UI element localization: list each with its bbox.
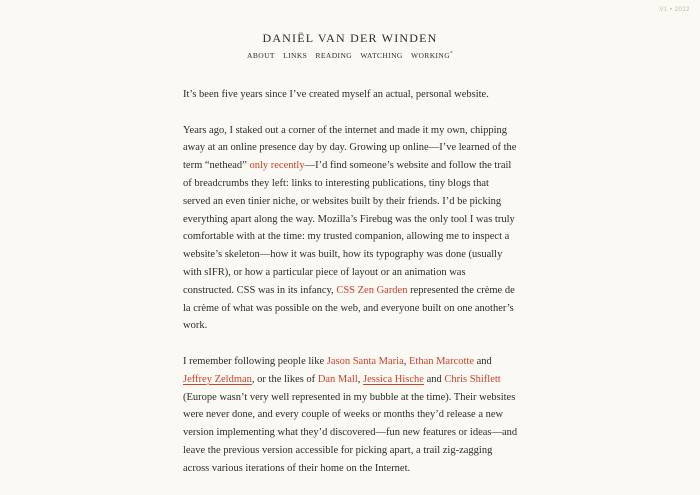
paragraph-people-text-2: (Europe wasn’t very well represented in my bubble at the time). Their websites were never done, and every couple of weeks or months they’d release a new version implementing what they’d discovered—fun new features or ideas—and leave the previous version accessible for picking apart, a trail zig-zagging across various iterations of their home on the Internet. [183,391,518,474]
version-label: V1 • 2022 [659,7,690,13]
nav-reading[interactable]: READING [315,50,353,60]
paragraph-history-text-2: —I’d find someone’s website and follow the trail of breadcrumbs they left: links to interesting publications, tiny blogs that served an even tinier niche, or websites built by their friends. I’d be picking everything apart along the way. Mozilla’s Firebug was the only tool I was truly comfortable with at the time: my trusted companion, allowing me to inspect a website’s skeleton—how it was built, how its typography was done (usually with sIFR), or how a particular piece of layout or an animation was constructed. CSS was in its infancy, [183,160,515,296]
link-jason-santa-maria[interactable]: Jason Santa Maria [326,355,404,367]
paragraph-intro: It’s been five years since I’ve created myself an actual, personal website. [183,89,489,100]
separator: and [423,373,445,385]
link-ethan-marcotte[interactable]: Ethan Marcotte [408,355,474,367]
link-only-recently[interactable]: only recently [249,160,305,172]
paragraph-history-text-1: Years ago, I staked out a corner of the internet and made it my own, chipping away at an online presence day by day. Growing up online—I’ve learned of the term “nethead” [183,124,517,172]
paragraph-history-text-3: represented the crème de la crème of what was possible on the web, and everyone built on one another’s work. [183,284,515,332]
link-chris-shiflett[interactable]: Chris Shiflett [444,373,501,385]
link-jessica-hische[interactable]: Jessica Hische [363,373,424,385]
site-title[interactable]: DANIËL VAN DER WINDEN [262,31,438,45]
link-dan-mall[interactable]: Dan Mall [317,373,358,385]
paragraph-people [183,353,518,478]
separator: , or the likes of [251,373,318,385]
paragraph-history [183,122,518,336]
nav-working[interactable] [411,51,453,60]
nav-watching[interactable]: WATCHING [360,50,403,60]
main-nav [0,49,700,61]
nav-about[interactable]: ABOUT [247,50,275,60]
article-body [183,86,518,495]
nav-links[interactable]: LINKS [283,50,308,60]
separator: , [403,355,409,367]
paragraph-people-text-1: I remember following people like [183,355,327,367]
link-jeffrey-zeldman[interactable]: Jeffrey Zeldman [183,373,252,385]
nav-working-asterisk: * [450,51,453,56]
separator: and [474,355,492,367]
separator: , [357,373,364,385]
link-css-zen-garden[interactable]: CSS Zen Garden [336,284,408,296]
nav-working-label: WORKING [411,50,451,60]
site-header [0,31,700,61]
